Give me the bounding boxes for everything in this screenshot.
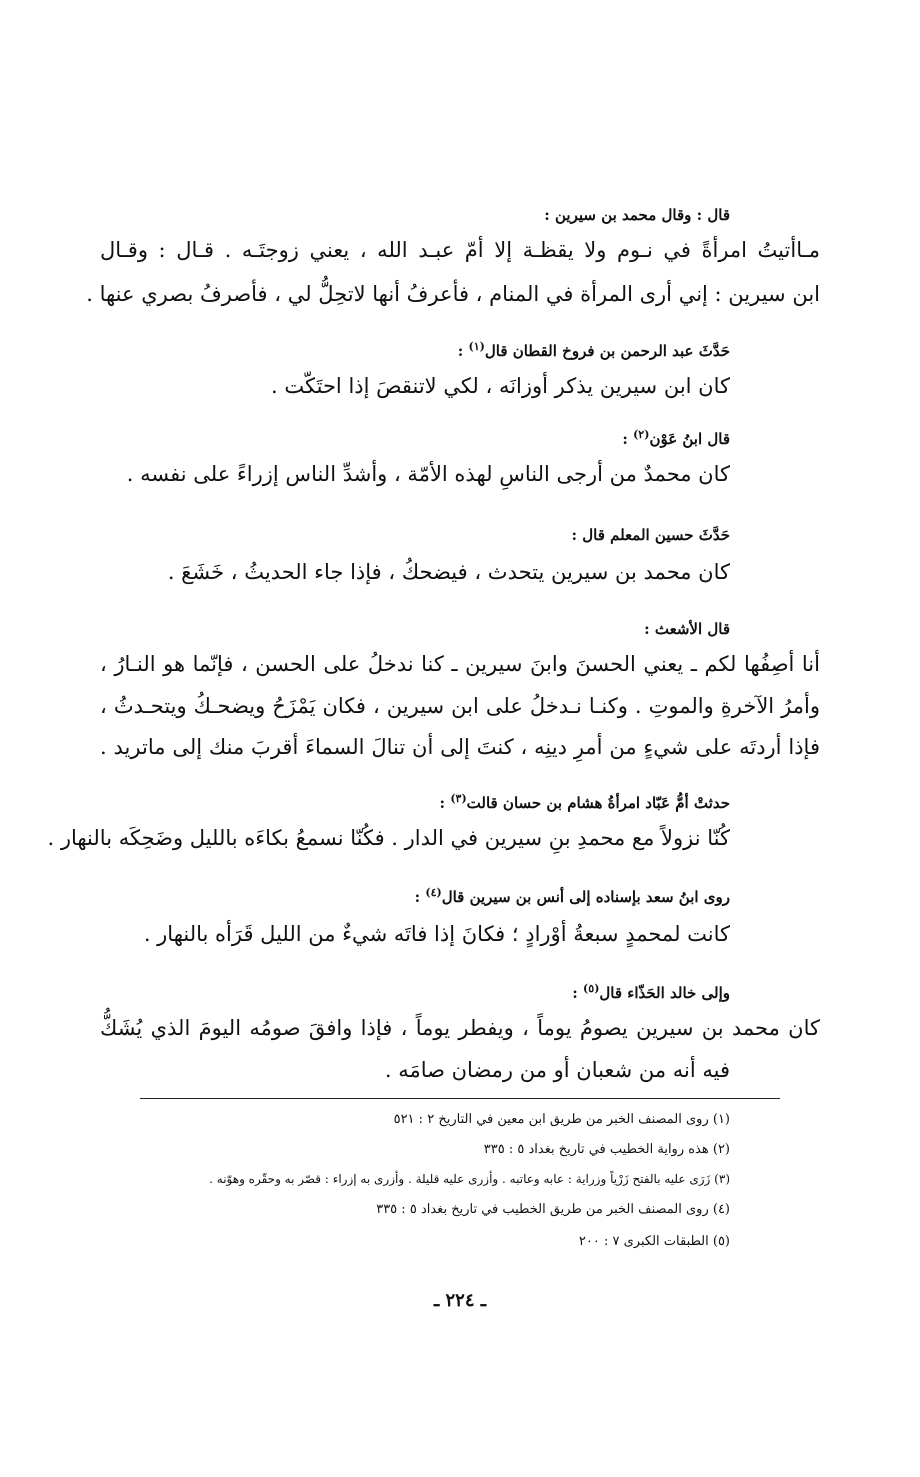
body-line: كان محمد بن سيرين يتحدث ، فيضحكُ ، فإذا جاء الحديثُ ، خَشَعَ . [167, 560, 730, 584]
header-end: : [457, 342, 469, 360]
header-text: وإلى خالد الحَذّاء قال [599, 984, 730, 1002]
section-header [140, 340, 730, 360]
body-line: كان ابن سيرين يذكر أوزانَه ، لكي لاتنقصَ إذا احتَكّت . [271, 374, 730, 398]
footnote-ref: (٣) [450, 792, 467, 805]
footnote: (١) روى المصنف الخبر من طريق ابن معين في التاريخ ٢ : ٥٢١ [393, 1112, 730, 1127]
footnote-ref: (٢) [633, 428, 650, 441]
header-end: : [572, 984, 584, 1002]
body-line: ابن سيرين : إني أرى المرأة في المنام ، فأعرفُ أنها لاتحِلُّ لي ، فأصرفُ بصري عنها . [86, 282, 820, 306]
section-header [140, 886, 730, 906]
section-header: قال : وقال محمد بن سيرين : [544, 206, 730, 224]
body-line: كانت لمحمدٍ سبعةُ أوْرادٍ ؛ فكانَ إذا فاتَه شيءٌ من الليل قَرَأه بالنهار . [143, 922, 730, 946]
header-end: : [439, 794, 451, 812]
footnote-ref: (١) [468, 340, 485, 353]
header-text: حدثتْ أمُّ عَبّاد امرأةُ هشام بن حسان قالت [466, 794, 730, 812]
body-line: كان محمدٌ من أرجى الناسِ لهذه الأمّة ، وأشدِّ الناس إزراءً على نفسه . [126, 462, 730, 486]
section-header: حَدَّثَ حسين المعلم قال : [571, 526, 730, 544]
header-text: حَدَّثَ عبد الرحمن بن فروخ القطان قال [484, 342, 730, 360]
body-line: كُنّا نزولاً مع محمدِ بنِ سيرين في الدار . فكُنّا نسمعُ بكاءَه بالليل وضَحِكَه بالنهار . [47, 826, 730, 850]
body-line: كان محمد بن سيرين يصومُ يوماً ، ويفطر يوماً ، فإذا وافقَ صومُه اليومَ الذي يُشَكُّ [100, 1016, 820, 1040]
footnote-ref: (٤) [425, 886, 442, 899]
footnote: (٢) هذه رواية الخطيب في تاريخ بغداد ٥ : ٣٣٥ [483, 1142, 730, 1157]
header-text: روى ابنُ سعد بإسناده إلى أنس بن سيرين قال [441, 888, 730, 906]
footnote: (٥) الطبقات الكبرى ٧ : ٢٠٠ [578, 1234, 730, 1249]
footnote: (٤) روى المصنف الخبر من طريق الخطيب في تاريخ بغداد ٥ : ٣٣٥ [376, 1202, 730, 1217]
section-header [140, 428, 730, 448]
section-header: قال الأشعث : [644, 620, 730, 638]
body-line: أنا أصِفُها لكم ـ يعني الحسنَ وابنَ سيرين ـ كنا ندخلُ على الحسن ، فإنّما هو النـارُ ، [100, 652, 820, 676]
footnote: (٣) زَرَى عليه بالفتح زَرْياً وزراية : عابه وعاتبه . وأزرى عليه قليلة . وأزرى به إزراء : قصّر به وحقّره وهوّنه . [209, 1172, 730, 1186]
body-line: فإذا أردتَه على شيءٍ من أمرِ دينِه ، كنتَ إلى أن تنالَ السماءَ أقربَ منك إلى ماتريد . [100, 735, 820, 759]
body-line: وأمرُ الآخرةِ والموتِ . وكنـا نـدخلُ على ابن سيرين ، فكان يَمْزَحُ ويضحـكُ ويتحـدثُ ، [100, 694, 820, 718]
header-end: : [414, 888, 426, 906]
header-text: قال ابنُ عَوْن [649, 430, 730, 448]
header-end: : [622, 430, 634, 448]
section-header [140, 982, 730, 1002]
section-header [140, 792, 730, 812]
page-number: ـ ٢٢٤ ـ [433, 1290, 487, 1311]
footnote-ref: (٥) [583, 982, 600, 995]
body-line: فيه أنه من شعبان أو من رمضان صامَه . [384, 1058, 730, 1082]
footnote-divider [140, 1098, 780, 1099]
body-line: مـاأتيتُ امرأةً في نـوم ولا يقظـة إلا أمّ عبـد الله ، يعني زوجتَـه . قـال : وقـال [100, 238, 820, 262]
